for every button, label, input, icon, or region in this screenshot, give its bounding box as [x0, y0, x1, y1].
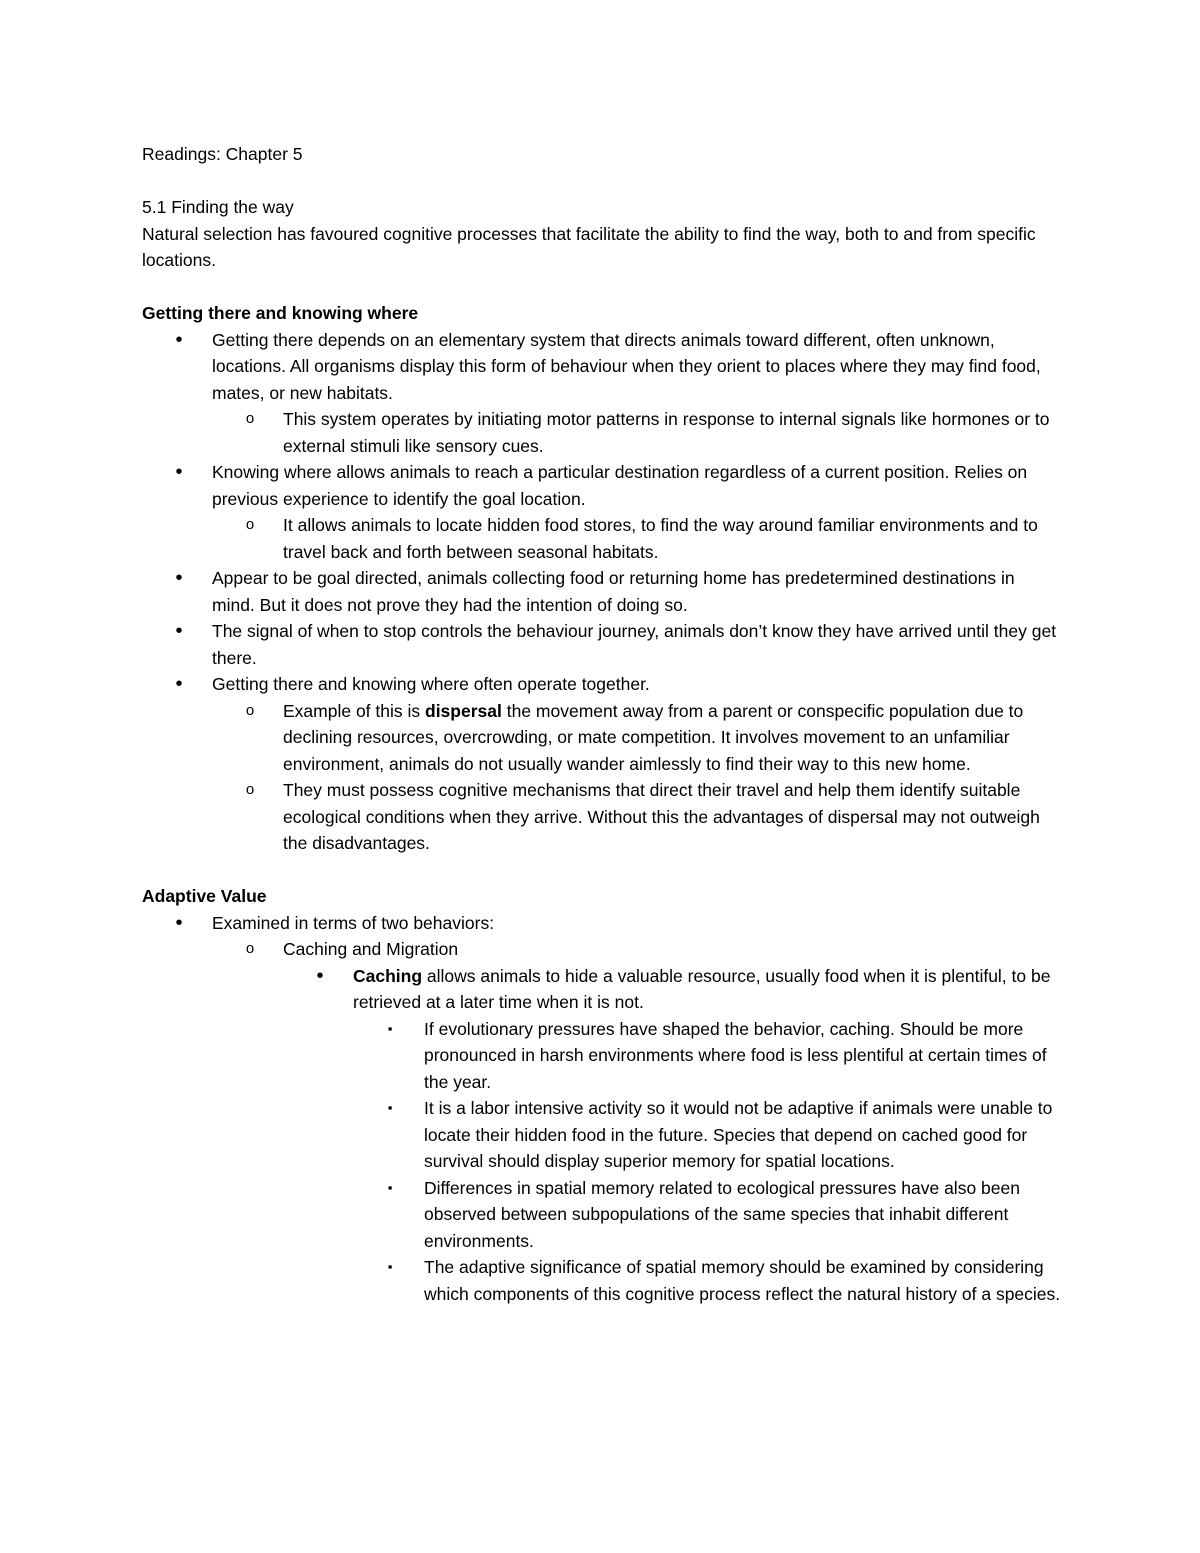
bullet-icon: •	[175, 328, 183, 351]
square-bullet-icon: ▪	[387, 1020, 393, 1036]
sublist-level3	[142, 963, 1062, 1016]
list-item-text: This system operates by initiating motor patterns in response to internal signals like hormones or to external stimuli like sensory cues.	[283, 409, 1050, 456]
section-title: 5.1 Finding the way	[142, 197, 294, 217]
list-item-text-pre: Example of this is	[283, 700, 425, 721]
list-getting-there	[142, 459, 1062, 512]
bullet-icon: •	[175, 673, 183, 695]
list-item-text: The adaptive significance of spatial memory should be examined by considering which components of this cognitive process reflect the natural history of a species.	[424, 1257, 1061, 1304]
bullet-icon: •	[175, 620, 183, 642]
list-item-text: Knowing where allows animals to reach a particular destination regardless of a current position. Relies on previous experience to identify the goal location.	[212, 462, 1028, 509]
bullet-icon: •	[175, 911, 183, 934]
list-item-text: Getting there and knowing where often operate together.	[212, 674, 650, 694]
bullet-icon: •	[175, 461, 183, 483]
list-item	[142, 698, 1062, 778]
circle-bullet-icon: o	[245, 516, 255, 533]
bullet-icon: •	[316, 964, 324, 987]
list-item	[142, 565, 1062, 618]
list-adaptive-value	[142, 910, 1062, 937]
list-item	[142, 618, 1062, 671]
list-item-text-post: the movement away from a parent or conspecific population due to declining resources, overcrowding, or mate competition. It involves movement to an unfamiliar environment, animals do not usually wander aimlessly to find their way to this new home.	[283, 700, 1024, 774]
list-item-text: Differences in spatial memory related to ecological pressures have also been observed between subpopulations of the same species that inhabit different environments.	[424, 1177, 1020, 1251]
circle-bullet-icon: o	[245, 701, 255, 719]
doc-title: Readings: Chapter 5	[142, 144, 303, 164]
list-item	[142, 459, 1062, 512]
term-caching: Caching	[353, 965, 423, 986]
list-item-text: The signal of when to stop controls the behaviour journey, animals don’t know they have arrived until they get there.	[212, 621, 1057, 668]
sublist	[142, 512, 1062, 565]
sublist	[142, 406, 1062, 459]
list-item	[142, 512, 1062, 565]
sublist	[142, 698, 1062, 857]
list-item-text: allows animals to hide a valuable resource, usually food when it is plentiful, to be retrieved at a later time when it is not.	[353, 965, 1051, 1012]
sublist	[142, 936, 1062, 963]
list-item-text: Appear to be goal directed, animals collecting food or returning home has predetermined destinations in mind. But it does not prove they had the intention of doing so.	[212, 568, 1015, 615]
circle-bullet-icon: o	[245, 410, 255, 427]
list-item-text: Getting there depends on an elementary system that directs animals toward different, often unknown, locations. All organisms display this form of behaviour when they orient to places where they may find food, mates, or new habitats.	[212, 329, 1041, 403]
list-item	[142, 1016, 1062, 1096]
square-bullet-icon: ▪	[387, 1179, 393, 1195]
list-item-text: They must possess cognitive mechanisms that direct their travel and help them identify suitable ecological conditions when they arrive. Without this the advantages of dispersal may not outweigh the disadvantages.	[283, 780, 1040, 853]
list-item	[142, 936, 1062, 963]
intro-paragraph: Natural selection has favoured cognitive processes that facilitate the ability to find the way, both to and from specific locations.	[142, 223, 1036, 270]
sublist-level4	[142, 1016, 1062, 1308]
circle-bullet-icon: o	[245, 781, 255, 798]
list-item	[142, 777, 1062, 857]
list-item	[142, 671, 1062, 698]
list-item	[142, 406, 1062, 459]
list-item	[142, 1254, 1062, 1307]
heading-getting-there: Getting there and knowing where	[142, 303, 419, 323]
list-getting-there	[142, 565, 1062, 698]
document-page	[142, 141, 1062, 1307]
square-bullet-icon: ▪	[387, 1259, 393, 1274]
list-item	[142, 910, 1062, 937]
list-item-text: It is a labor intensive activity so it would not be adaptive if animals were unable to locate their hidden food in the future. Species that depend on cached good for survival should display superior memory for spatial locations.	[424, 1098, 1053, 1171]
list-item	[142, 963, 1062, 1016]
list-item-text: If evolutionary pressures have shaped the behavior, caching. Should be more pronounced in harsh environments where food is less plentiful at certain times of the year.	[424, 1018, 1047, 1092]
heading-adaptive-value: Adaptive Value	[142, 886, 267, 906]
list-getting-there	[142, 327, 1062, 407]
circle-bullet-icon: o	[245, 940, 255, 957]
square-bullet-icon: ▪	[387, 1100, 393, 1115]
list-item	[142, 1095, 1062, 1175]
bullet-icon: •	[175, 567, 183, 589]
term-dispersal: dispersal	[425, 700, 502, 721]
list-item-text: Examined in terms of two behaviors:	[212, 912, 495, 933]
list-item	[142, 1175, 1062, 1255]
list-item-text: Caching and Migration	[283, 939, 459, 959]
list-item	[142, 327, 1062, 407]
list-item-text: It allows animals to locate hidden food stores, to find the way around familiar environments and to travel back and forth between seasonal habitats.	[283, 515, 1038, 562]
